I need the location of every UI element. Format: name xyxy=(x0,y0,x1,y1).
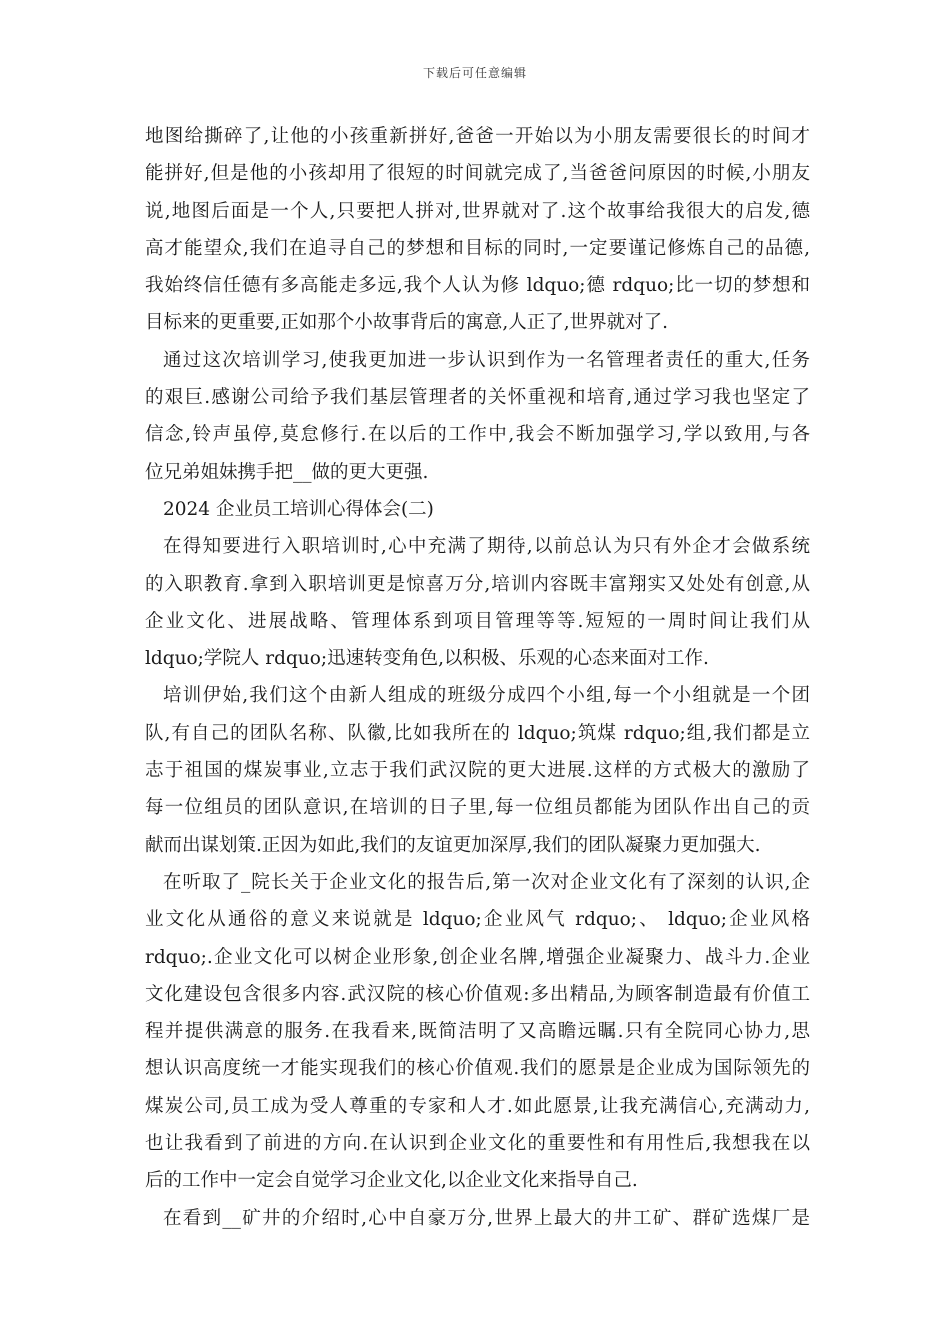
text-line: 业文化从通俗的意义来说就是 ldquo;企业风气 rdquo;、 ldquo;企业风格 xyxy=(145,909,810,931)
text-line: 每一位组员的团队意识,在培训的日子里,每一位组员都能为团队作出自己的贡 xyxy=(145,797,810,819)
text-line: 位兄弟姐妹携手把__做的更大更强. xyxy=(145,461,429,483)
text-line: 煤炭公司,员工成为受人尊重的专家和人才.如此愿景,让我充满信心,充满动力, xyxy=(145,1095,810,1117)
text-line: 我始终信任德有多高能走多远,我个人认为修 ldquo;德 rdquo;比一切的梦想和 xyxy=(145,275,810,297)
text-line: 培训伊始,我们这个由新人组成的班级分成四个小组,每一个小组就是一个团 xyxy=(163,685,810,707)
text-line: 能拼好,但是他的小孩却用了很短的时间就完成了,当爸爸问原因的时候,小朋友 xyxy=(145,163,810,185)
text-line: 在看到__矿井的介绍时,心中自豪万分,世界上最大的井工矿、群矿选煤厂是 xyxy=(163,1207,810,1229)
text-line: 目标来的更重要,正如那个小故事背后的寓意,人正了,世界就对了. xyxy=(145,312,669,334)
text-line: 志于祖国的煤炭事业,立志于我们武汉院的更大进展.这样的方式极大的激励了 xyxy=(145,760,810,782)
page-header: 下载后可任意编辑 xyxy=(422,66,527,80)
text-line: 通过这次培训学习,使我更加进一步认识到作为一名管理者责任的重大,任务 xyxy=(163,349,810,371)
text-line: 的入职教育.拿到入职培训更是惊喜万分,培训内容既丰富翔实又处处有创意,从 xyxy=(145,573,810,595)
text-line: 也让我看到了前进的方向.在认识到企业文化的重要性和有用性后,我想我在以 xyxy=(145,1133,810,1155)
text-line: 2024 企业员工培训心得体会(二) xyxy=(163,498,434,520)
text-line: 程并提供满意的服务.在我看来,既简洁明了又高瞻远瞩.只有全院同心协力,思 xyxy=(145,1021,810,1043)
text-line: 在听取了_院长关于企业文化的报告后,第一次对企业文化有了深刻的认识,企 xyxy=(163,871,810,893)
text-line: 在得知要进行入职培训时,心中充满了期待,以前总认为只有外企才会做系统 xyxy=(163,536,810,558)
text-line: 地图给撕碎了,让他的小孩重新拼好,爸爸一开始以为小朋友需要很长的时间才 xyxy=(145,126,810,147)
text-line: 想认识高度统一才能实现我们的核心价值观.我们的愿景是企业成为国际领先的 xyxy=(145,1058,810,1080)
text-line: 高才能望众,我们在追寻自己的梦想和目标的同时,一定要谨记修炼自己的品德, xyxy=(145,237,810,259)
text-line: 说,地图后面是一个人,只要把人拼对,世界就对了.这个故事给我很大的启发,德 xyxy=(145,200,810,222)
text-line: 后的工作中一定会自觉学习企业文化,以企业文化来指导自己. xyxy=(145,1170,638,1192)
text-line: 献而出谋划策.正因为如此,我们的友谊更加深厚,我们的团队凝聚力更加强大. xyxy=(145,834,761,856)
document-body xyxy=(145,118,810,1237)
text-line: rdquo;.企业文化可以树企业形象,创企业名牌,增强企业凝聚力、战斗力.企业 xyxy=(145,946,810,968)
text-line: 信念,铃声虽停,莫怠修行.在以后的工作中,我会不断加强学习,学以致用,与各 xyxy=(145,424,810,446)
text-line: 的艰巨.感谢公司给予我们基层管理者的关怀重视和培育,通过学习我也坚定了 xyxy=(145,387,810,409)
text-line: 文化建设包含很多内容.武汉院的核心价值观:多出精品,为顾客制造最有价值工 xyxy=(145,983,810,1005)
text-line: 队,有自己的团队名称、队徽,比如我所在的 ldquo;筑煤 rdquo;组,我们都是立 xyxy=(145,722,810,744)
text-line: ldquo;学院人 rdquo;迅速转变角色,以积极、乐观的心态来面对工作. xyxy=(145,648,709,670)
text-line: 企业文化、进展战略、管理体系到项目管理等等.短短的一周时间让我们从 xyxy=(145,610,810,632)
